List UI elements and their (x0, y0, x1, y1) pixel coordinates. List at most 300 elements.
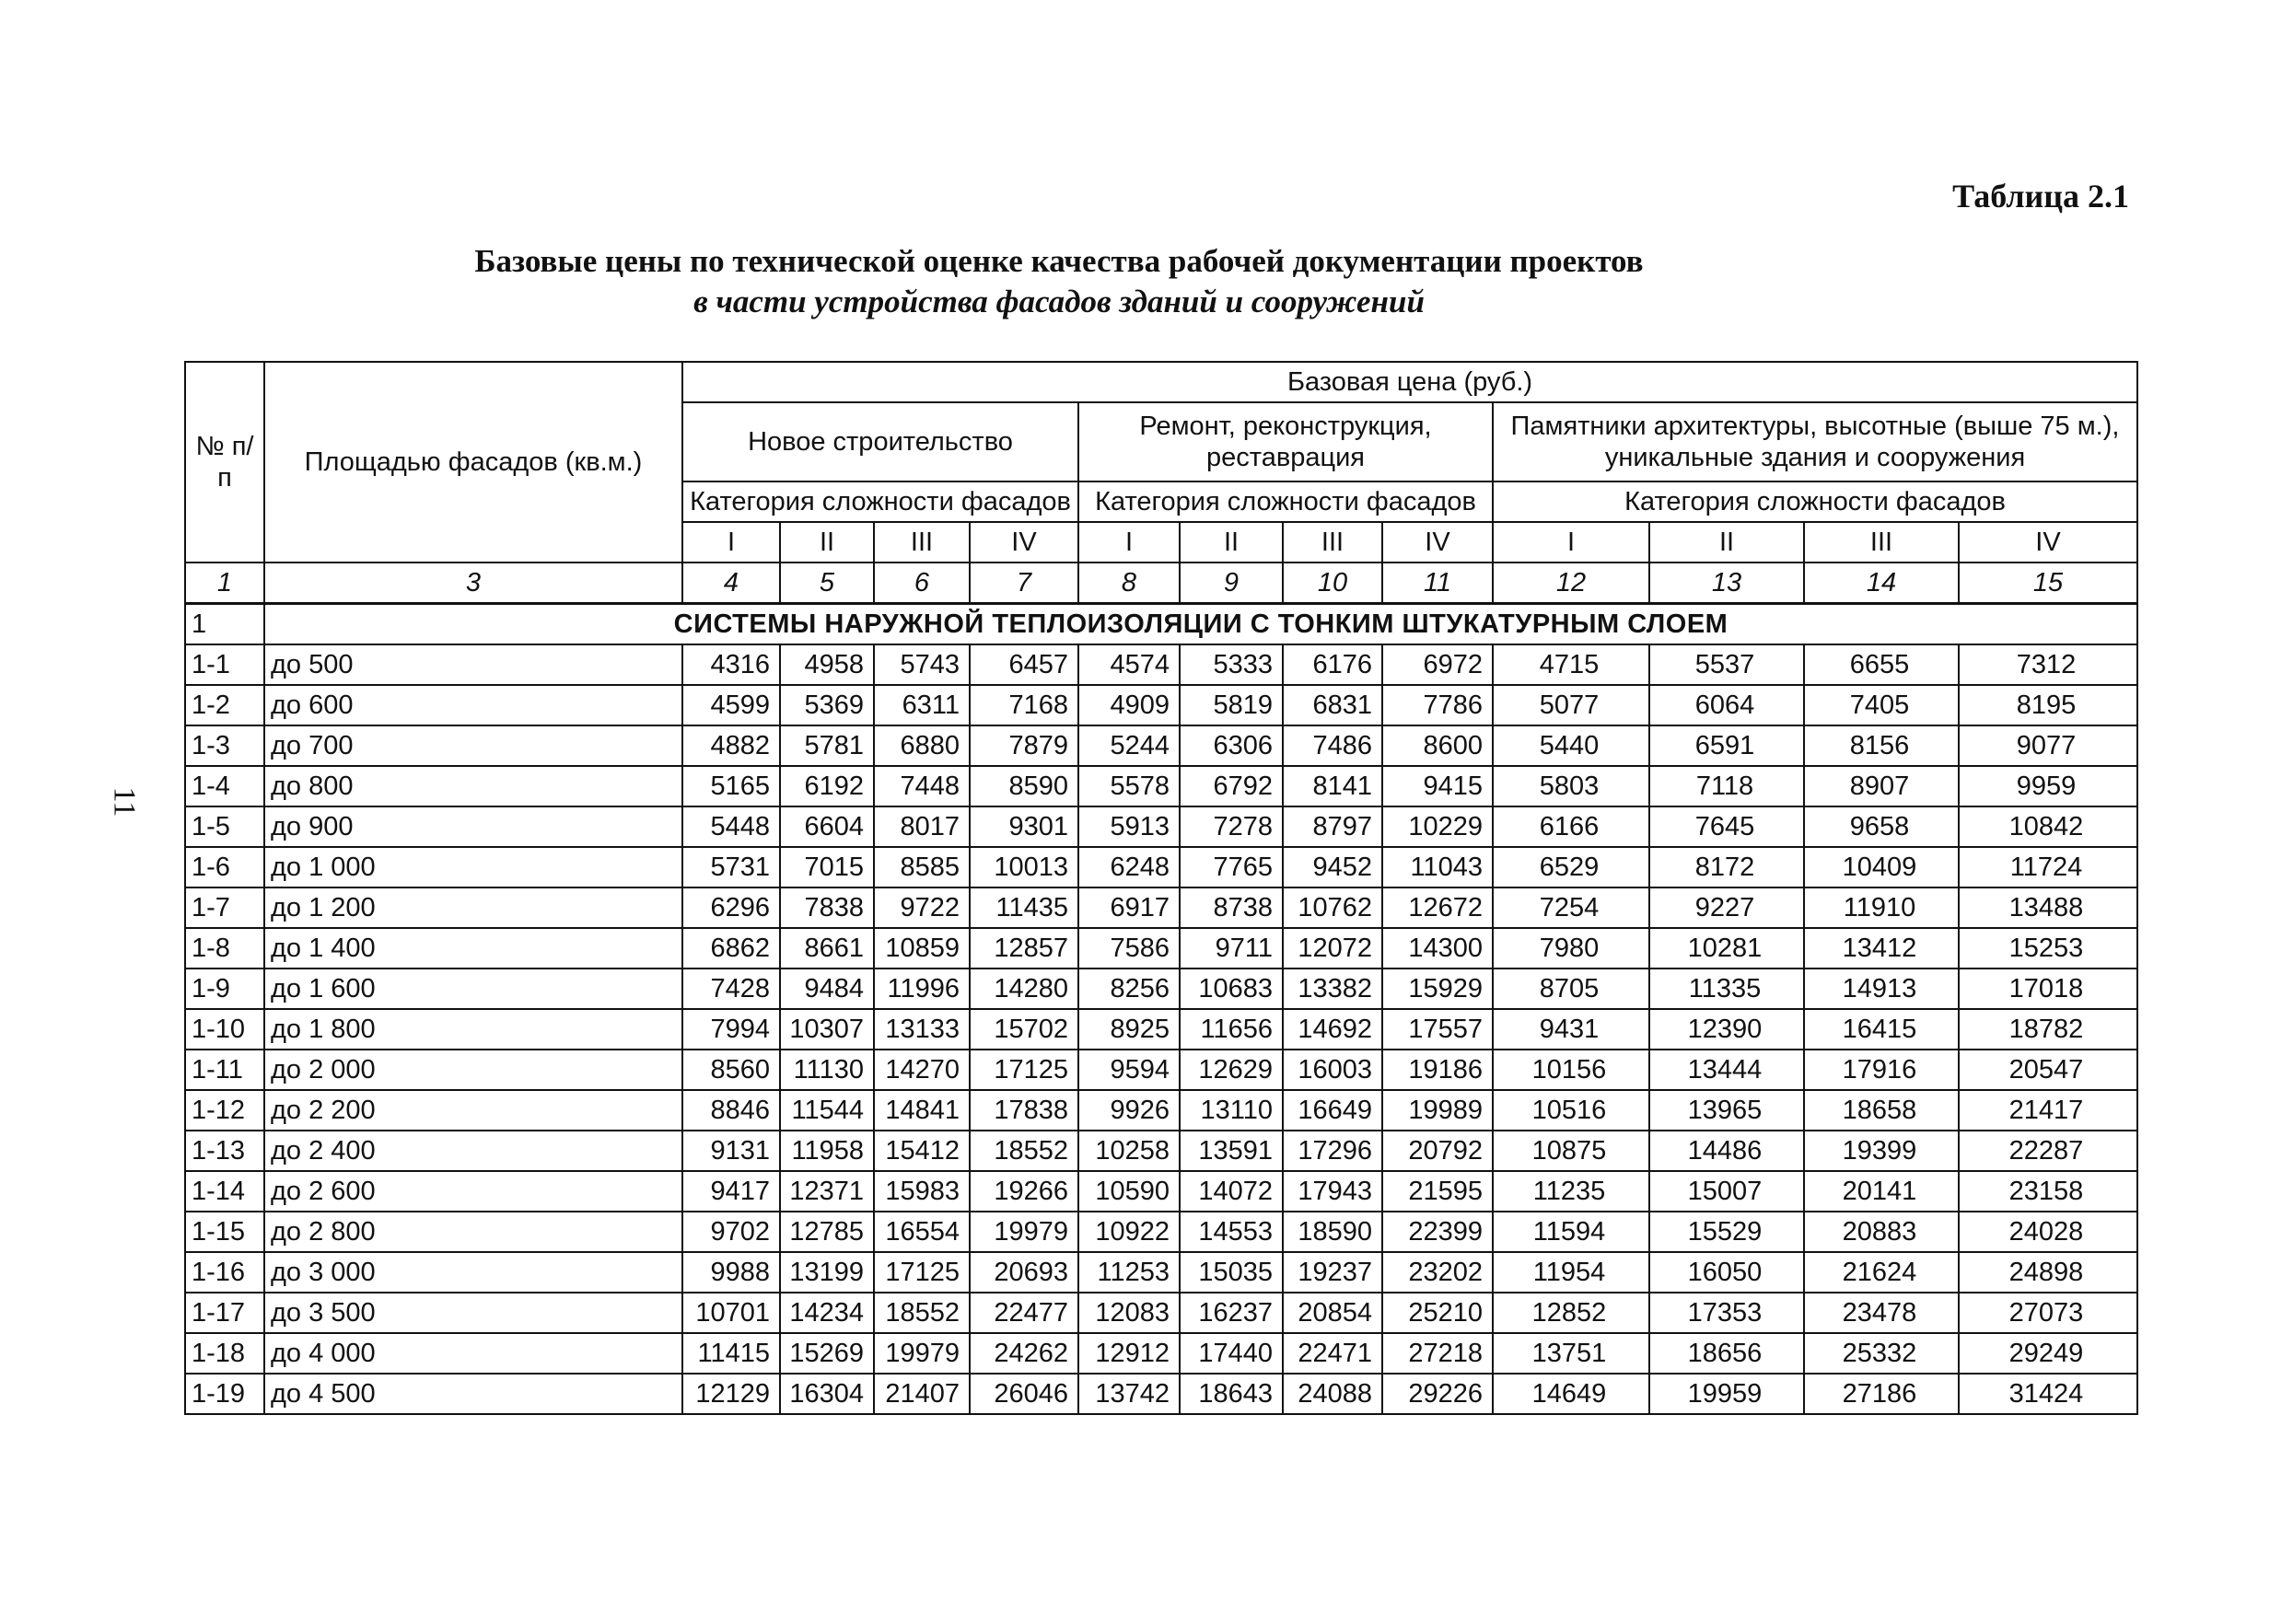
price-cell: 7254 (1493, 887, 1649, 928)
table-row (185, 1131, 2137, 1171)
price-cell: 8907 (1804, 766, 1959, 806)
price-cell: 17125 (970, 1050, 1078, 1090)
price-cell: 17557 (1382, 1009, 1493, 1050)
price-cell: 17916 (1804, 1050, 1959, 1090)
row-number: 1-4 (185, 766, 264, 806)
price-cell: 6166 (1493, 806, 1649, 847)
cat-1-2: II (780, 522, 874, 563)
price-cell: 16237 (1180, 1293, 1283, 1333)
price-cell: 4909 (1078, 685, 1180, 725)
row-number: 1-2 (185, 685, 264, 725)
price-cell: 14913 (1804, 969, 1959, 1009)
price-cell: 6192 (780, 766, 874, 806)
price-cell: 11415 (682, 1333, 780, 1374)
price-cell: 7428 (682, 969, 780, 1009)
price-cell: 18658 (1804, 1090, 1959, 1131)
price-cell: 12672 (1382, 887, 1493, 928)
price-cell: 6306 (1180, 725, 1283, 766)
price-cell: 10701 (682, 1293, 780, 1333)
price-cell: 14553 (1180, 1212, 1283, 1252)
header-category-2: Категория сложности фасадов (1078, 481, 1493, 522)
price-cell: 8846 (682, 1090, 780, 1131)
header-group-repair: Ремонт, реконструкция, реставрация (1078, 402, 1493, 481)
price-cell: 14072 (1180, 1171, 1283, 1212)
row-area: до 2 400 (264, 1131, 682, 1171)
row-area: до 1 200 (264, 887, 682, 928)
price-cell: 17125 (874, 1252, 970, 1293)
price-cell: 6655 (1804, 644, 1959, 685)
price-cell: 6792 (1180, 766, 1283, 806)
price-cell: 6064 (1649, 685, 1804, 725)
price-cell: 8560 (682, 1050, 780, 1090)
price-cell: 13110 (1180, 1090, 1283, 1131)
price-cell: 20547 (1959, 1050, 2137, 1090)
price-cell: 9301 (970, 806, 1078, 847)
price-cell: 19979 (970, 1212, 1078, 1252)
price-cell: 12857 (970, 928, 1078, 969)
price-cell: 9988 (682, 1252, 780, 1293)
price-cell: 18590 (1283, 1212, 1382, 1252)
header-category-3: Категория сложности фасадов (1493, 481, 2137, 522)
price-cell: 5743 (874, 644, 970, 685)
column-number: 15 (1959, 563, 2137, 604)
row-area: до 1 000 (264, 847, 682, 887)
price-cell: 10281 (1649, 928, 1804, 969)
price-cell: 22399 (1382, 1212, 1493, 1252)
price-cell: 11235 (1493, 1171, 1649, 1212)
price-cell: 8705 (1493, 969, 1649, 1009)
price-cell: 9658 (1804, 806, 1959, 847)
table-row (185, 766, 2137, 806)
table-row (185, 887, 2137, 928)
cat-2-4: IV (1382, 522, 1493, 563)
row-number: 1-10 (185, 1009, 264, 1050)
price-cell: 7118 (1649, 766, 1804, 806)
price-cell: 7405 (1804, 685, 1959, 725)
price-cell: 4882 (682, 725, 780, 766)
price-cell: 14649 (1493, 1374, 1649, 1414)
price-cell: 8172 (1649, 847, 1804, 887)
price-cell: 20854 (1283, 1293, 1382, 1333)
cat-1-3: III (874, 522, 970, 563)
price-cell: 8017 (874, 806, 970, 847)
price-cell: 17018 (1959, 969, 2137, 1009)
price-cell: 14300 (1382, 928, 1493, 969)
price-cell: 5731 (682, 847, 780, 887)
price-cell: 16554 (874, 1212, 970, 1252)
price-cell: 12072 (1283, 928, 1382, 969)
price-cell: 19989 (1382, 1090, 1493, 1131)
table-body (185, 563, 2137, 1414)
row-area: до 2 000 (264, 1050, 682, 1090)
price-cell: 9431 (1493, 1009, 1649, 1050)
price-cell: 27186 (1804, 1374, 1959, 1414)
price-cell: 7645 (1649, 806, 1804, 847)
price-cell: 6591 (1649, 725, 1804, 766)
price-cell: 6604 (780, 806, 874, 847)
price-cell: 21417 (1959, 1090, 2137, 1131)
price-cell: 15702 (970, 1009, 1078, 1050)
row-number: 1-19 (185, 1374, 264, 1414)
column-number: 12 (1493, 563, 1649, 604)
section-row (185, 604, 2137, 645)
price-cell: 9484 (780, 969, 874, 1009)
price-cell: 12912 (1078, 1333, 1180, 1374)
price-cell: 5369 (780, 685, 874, 725)
price-cell: 5537 (1649, 644, 1804, 685)
header-num: № п/п (185, 362, 264, 563)
price-cell: 7765 (1180, 847, 1283, 887)
row-number: 1-15 (185, 1212, 264, 1252)
price-cell: 8925 (1078, 1009, 1180, 1050)
price-cell: 10875 (1493, 1131, 1649, 1171)
price-cell: 16415 (1804, 1009, 1959, 1050)
column-number: 7 (970, 563, 1078, 604)
price-cell: 10859 (874, 928, 970, 969)
price-cell: 10590 (1078, 1171, 1180, 1212)
table-row (185, 725, 2137, 766)
price-cell: 11335 (1649, 969, 1804, 1009)
price-cell: 7879 (970, 725, 1078, 766)
price-cell: 7168 (970, 685, 1078, 725)
price-cell: 13199 (780, 1252, 874, 1293)
header-group-monuments: Памятники архитектуры, высотные (выше 75 м.), уникальные здания и сооружения (1493, 402, 2137, 481)
price-cell: 15412 (874, 1131, 970, 1171)
table-row (185, 1252, 2137, 1293)
price-cell: 14234 (780, 1293, 874, 1333)
table-label: Таблица 2.1 (1952, 178, 2129, 215)
row-number: 1-16 (185, 1252, 264, 1293)
price-cell: 13591 (1180, 1131, 1283, 1171)
price-cell: 13133 (874, 1009, 970, 1050)
price-cell: 22477 (970, 1293, 1078, 1333)
column-numbers-row (185, 563, 2137, 604)
price-cell: 9959 (1959, 766, 2137, 806)
price-cell: 14280 (970, 969, 1078, 1009)
column-number: 11 (1382, 563, 1493, 604)
price-cell: 29226 (1382, 1374, 1493, 1414)
column-number: 13 (1649, 563, 1804, 604)
table-row (185, 1050, 2137, 1090)
row-area: до 4 000 (264, 1333, 682, 1374)
price-cell: 24088 (1283, 1374, 1382, 1414)
price-cell: 5913 (1078, 806, 1180, 847)
row-area: до 2 200 (264, 1090, 682, 1131)
cat-2-3: III (1283, 522, 1382, 563)
price-cell: 15253 (1959, 928, 2137, 969)
price-cell: 22471 (1283, 1333, 1382, 1374)
price-cell: 6917 (1078, 887, 1180, 928)
price-cell: 4599 (682, 685, 780, 725)
price-cell: 9077 (1959, 725, 2137, 766)
price-cell: 20883 (1804, 1212, 1959, 1252)
price-cell: 18643 (1180, 1374, 1283, 1414)
row-number: 1-14 (185, 1171, 264, 1212)
cat-1-1: I (682, 522, 780, 563)
price-cell: 21624 (1804, 1252, 1959, 1293)
price-cell: 7486 (1283, 725, 1382, 766)
price-cell: 25210 (1382, 1293, 1493, 1333)
price-cell: 18656 (1649, 1333, 1804, 1374)
price-cell: 5440 (1493, 725, 1649, 766)
header-category-1: Категория сложности фасадов (682, 481, 1078, 522)
row-area: до 900 (264, 806, 682, 847)
price-cell: 6457 (970, 644, 1078, 685)
price-cell: 14270 (874, 1050, 970, 1090)
price-cell: 17943 (1283, 1171, 1382, 1212)
price-cell: 17838 (970, 1090, 1078, 1131)
price-cell: 19237 (1283, 1252, 1382, 1293)
table-row (185, 928, 2137, 969)
row-number: 1-9 (185, 969, 264, 1009)
row-number: 1-17 (185, 1293, 264, 1333)
price-cell: 18552 (970, 1131, 1078, 1171)
price-cell: 9227 (1649, 887, 1804, 928)
price-cell: 11958 (780, 1131, 874, 1171)
table-row (185, 847, 2137, 887)
price-cell: 22287 (1959, 1131, 2137, 1171)
price-cell: 21595 (1382, 1171, 1493, 1212)
cat-2-2: II (1180, 522, 1283, 563)
price-cell: 10516 (1493, 1090, 1649, 1131)
column-number: 9 (1180, 563, 1283, 604)
price-cell: 16304 (780, 1374, 874, 1414)
price-cell: 8590 (970, 766, 1078, 806)
price-cell: 11544 (780, 1090, 874, 1131)
price-cell: 5333 (1180, 644, 1283, 685)
price-cell: 20693 (970, 1252, 1078, 1293)
price-cell: 13488 (1959, 887, 2137, 928)
price-cell: 14486 (1649, 1131, 1804, 1171)
price-cell: 12371 (780, 1171, 874, 1212)
row-area: до 2 600 (264, 1171, 682, 1212)
row-area: до 500 (264, 644, 682, 685)
price-cell: 6972 (1382, 644, 1493, 685)
price-cell: 11954 (1493, 1252, 1649, 1293)
column-number: 4 (682, 563, 780, 604)
price-cell: 7586 (1078, 928, 1180, 969)
price-cell: 20141 (1804, 1171, 1959, 1212)
column-number: 3 (264, 563, 682, 604)
price-cell: 24028 (1959, 1212, 2137, 1252)
cat-3-2: II (1649, 522, 1804, 563)
document-title (184, 241, 1934, 322)
table-row (185, 1171, 2137, 1212)
column-number: 8 (1078, 563, 1180, 604)
header-row-1 (185, 362, 2137, 402)
row-number: 1-12 (185, 1090, 264, 1131)
column-number: 6 (874, 563, 970, 604)
row-area: до 600 (264, 685, 682, 725)
price-cell: 13382 (1283, 969, 1382, 1009)
price-cell: 10229 (1382, 806, 1493, 847)
price-cell: 11043 (1382, 847, 1493, 887)
table-row (185, 1090, 2137, 1131)
price-cell: 16050 (1649, 1252, 1804, 1293)
price-cell: 5244 (1078, 725, 1180, 766)
price-cell: 14692 (1283, 1009, 1382, 1050)
price-cell: 9711 (1180, 928, 1283, 969)
price-cell: 8738 (1180, 887, 1283, 928)
price-cell: 12785 (780, 1212, 874, 1252)
price-cell: 5077 (1493, 685, 1649, 725)
price-cell: 27218 (1382, 1333, 1493, 1374)
price-cell: 12629 (1180, 1050, 1283, 1090)
price-cell: 6862 (682, 928, 780, 969)
table-row (185, 969, 2137, 1009)
price-cell: 23202 (1382, 1252, 1493, 1293)
price-cell: 7786 (1382, 685, 1493, 725)
price-cell: 15929 (1382, 969, 1493, 1009)
price-cell: 11594 (1493, 1212, 1649, 1252)
price-cell: 4958 (780, 644, 874, 685)
price-cell: 6176 (1283, 644, 1382, 685)
price-cell: 19266 (970, 1171, 1078, 1212)
price-cell: 18782 (1959, 1009, 2137, 1050)
price-cell: 29249 (1959, 1333, 2137, 1374)
row-number: 1-11 (185, 1050, 264, 1090)
price-cell: 9926 (1078, 1090, 1180, 1131)
table-row (185, 685, 2137, 725)
price-cell: 5819 (1180, 685, 1283, 725)
price-cell: 8195 (1959, 685, 2137, 725)
table-row (185, 1009, 2137, 1050)
price-cell: 7980 (1493, 928, 1649, 969)
price-cell: 9594 (1078, 1050, 1180, 1090)
row-area: до 800 (264, 766, 682, 806)
page-number: 11 (107, 786, 142, 818)
price-cell: 13444 (1649, 1050, 1804, 1090)
header-group-new-construction: Новое строительство (682, 402, 1078, 481)
price-cell: 10156 (1493, 1050, 1649, 1090)
price-cell: 8256 (1078, 969, 1180, 1009)
price-cell: 25332 (1804, 1333, 1959, 1374)
price-cell: 9415 (1382, 766, 1493, 806)
price-cell: 7312 (1959, 644, 2137, 685)
row-number: 1-3 (185, 725, 264, 766)
price-cell: 20792 (1382, 1131, 1493, 1171)
cat-2-1: I (1078, 522, 1180, 563)
price-cell: 13751 (1493, 1333, 1649, 1374)
price-cell: 31424 (1959, 1374, 2137, 1414)
price-cell: 11253 (1078, 1252, 1180, 1293)
row-number: 1-13 (185, 1131, 264, 1171)
price-cell: 11996 (874, 969, 970, 1009)
price-cell: 4316 (682, 644, 780, 685)
price-cell: 7015 (780, 847, 874, 887)
price-cell: 5578 (1078, 766, 1180, 806)
price-cell: 11130 (780, 1050, 874, 1090)
price-cell: 15983 (874, 1171, 970, 1212)
price-cell: 8600 (1382, 725, 1493, 766)
cat-3-1: I (1493, 522, 1649, 563)
price-table (184, 361, 2138, 1415)
price-cell: 9722 (874, 887, 970, 928)
price-cell: 13742 (1078, 1374, 1180, 1414)
price-cell: 10683 (1180, 969, 1283, 1009)
price-cell: 13965 (1649, 1090, 1804, 1131)
price-cell: 6529 (1493, 847, 1649, 887)
price-cell: 9452 (1283, 847, 1382, 887)
price-cell: 17296 (1283, 1131, 1382, 1171)
price-cell: 12390 (1649, 1009, 1804, 1050)
row-number: 1-1 (185, 644, 264, 685)
cat-3-3: III (1804, 522, 1959, 563)
row-area: до 2 800 (264, 1212, 682, 1252)
price-cell: 5781 (780, 725, 874, 766)
price-cell: 5448 (682, 806, 780, 847)
row-number: 1-8 (185, 928, 264, 969)
table-row (185, 806, 2137, 847)
price-cell: 6248 (1078, 847, 1180, 887)
row-area: до 1 600 (264, 969, 682, 1009)
price-cell: 8585 (874, 847, 970, 887)
price-cell: 5803 (1493, 766, 1649, 806)
price-cell: 7838 (780, 887, 874, 928)
table-row (185, 1293, 2137, 1333)
price-cell: 19979 (874, 1333, 970, 1374)
price-cell: 12083 (1078, 1293, 1180, 1333)
row-number: 1-5 (185, 806, 264, 847)
price-cell: 19959 (1649, 1374, 1804, 1414)
table-row (185, 1333, 2137, 1374)
row-number: 1-18 (185, 1333, 264, 1374)
table-row (185, 1212, 2137, 1252)
price-cell: 8797 (1283, 806, 1382, 847)
section-num: 1 (185, 604, 264, 645)
row-area: до 1 800 (264, 1009, 682, 1050)
price-cell: 5165 (682, 766, 780, 806)
price-cell: 15529 (1649, 1212, 1804, 1252)
price-cell: 7448 (874, 766, 970, 806)
price-cell: 10307 (780, 1009, 874, 1050)
price-cell: 6311 (874, 685, 970, 725)
price-cell: 12852 (1493, 1293, 1649, 1333)
price-cell: 10409 (1804, 847, 1959, 887)
row-area: до 3 500 (264, 1293, 682, 1333)
price-cell: 10762 (1283, 887, 1382, 928)
price-cell: 10922 (1078, 1212, 1180, 1252)
price-cell: 12129 (682, 1374, 780, 1414)
price-cell: 10842 (1959, 806, 2137, 847)
price-cell: 24262 (970, 1333, 1078, 1374)
price-cell: 9131 (682, 1131, 780, 1171)
column-number: 10 (1283, 563, 1382, 604)
price-cell: 8156 (1804, 725, 1959, 766)
price-cell: 18552 (874, 1293, 970, 1333)
price-cell: 19186 (1382, 1050, 1493, 1090)
price-cell: 27073 (1959, 1293, 2137, 1333)
column-number: 5 (780, 563, 874, 604)
row-number: 1-6 (185, 847, 264, 887)
price-cell: 4715 (1493, 644, 1649, 685)
price-cell: 9702 (682, 1212, 780, 1252)
cat-1-4: IV (970, 522, 1078, 563)
price-cell: 16003 (1283, 1050, 1382, 1090)
price-cell: 21407 (874, 1374, 970, 1414)
price-cell: 11435 (970, 887, 1078, 928)
table-row (185, 644, 2137, 685)
price-cell: 11724 (1959, 847, 2137, 887)
price-cell: 26046 (970, 1374, 1078, 1414)
price-cell: 11656 (1180, 1009, 1283, 1050)
price-cell: 4574 (1078, 644, 1180, 685)
price-cell: 23158 (1959, 1171, 2137, 1212)
price-cell: 23478 (1804, 1293, 1959, 1333)
row-area: до 700 (264, 725, 682, 766)
price-cell: 6831 (1283, 685, 1382, 725)
price-cell: 11910 (1804, 887, 1959, 928)
